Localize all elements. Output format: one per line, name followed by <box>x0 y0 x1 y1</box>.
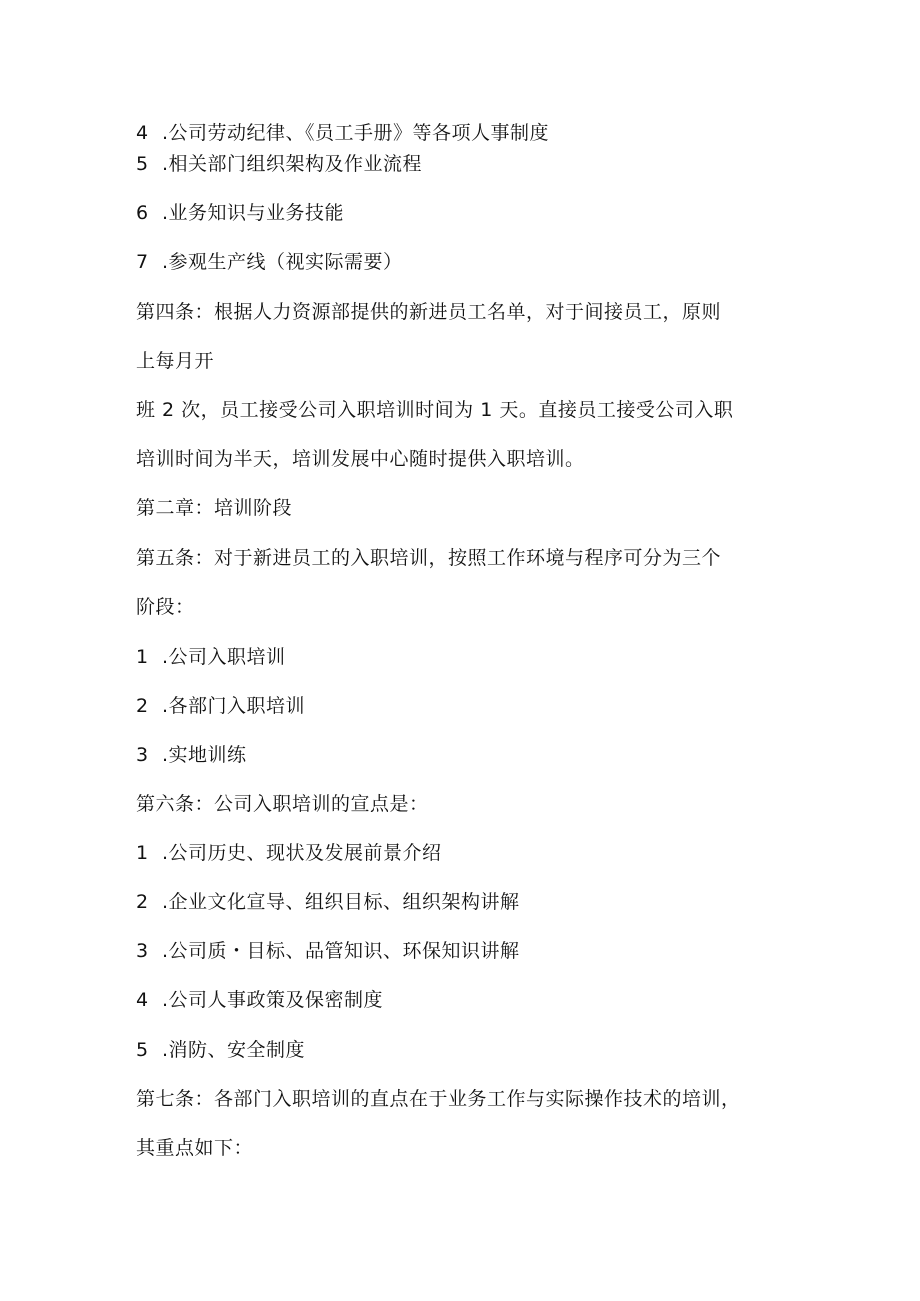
paragraph-line: 第四条：根据人力资源部提供的新进员工名单，对于间接员工，原则 <box>136 301 722 323</box>
paragraph-line: 第五条：对于新进员工的入职培训，按照工作环境与程序可分为三个 <box>136 547 722 569</box>
list-number: 2 <box>136 695 149 717</box>
list-item <box>136 1038 305 1062</box>
list-item <box>136 694 305 718</box>
paragraph-line: 班 2 次，员工接受公司入职培训时间为 1 天。直接员工接受公司入职 <box>136 399 734 421</box>
list-item <box>136 121 549 145</box>
list-text: .公司质・目标、品管知识、环保知识讲解 <box>162 940 520 962</box>
list-text: .各部门入职培训 <box>162 695 306 717</box>
list-number: 6 <box>136 202 149 224</box>
paragraph-line: 上每月开 <box>136 350 215 372</box>
paragraph-line: 阶段： <box>136 596 195 618</box>
list-item <box>136 250 403 274</box>
list-item <box>136 201 344 225</box>
list-number: 3 <box>136 940 149 962</box>
list-item <box>136 645 286 669</box>
list-text: .相关部门组织架构及作业流程 <box>162 153 423 175</box>
list-text: .消防、安全制度 <box>162 1039 306 1061</box>
list-number: 7 <box>136 251 149 273</box>
list-number: 5 <box>136 1039 149 1061</box>
list-text: .实地训练 <box>162 744 247 766</box>
list-item <box>136 743 247 767</box>
list-item <box>136 841 442 865</box>
list-text: .公司劳动纪律、《员工手册》等各项人事制度 <box>162 122 550 144</box>
list-item <box>136 890 520 914</box>
list-text: .参观生产线（视实际需要） <box>162 251 403 273</box>
list-text: .公司人事政策及保密制度 <box>162 989 384 1011</box>
list-number: 3 <box>136 744 149 766</box>
list-number: 2 <box>136 891 149 913</box>
paragraph-line: 其重点如下： <box>136 1137 254 1159</box>
list-text: .公司入职培训 <box>162 646 286 668</box>
list-item <box>136 152 422 176</box>
list-text: .业务知识与业务技能 <box>162 202 345 224</box>
list-text: .企业文化宣导、组织目标、组织架构讲解 <box>162 891 520 913</box>
list-number: 1 <box>136 842 149 864</box>
list-number: 4 <box>136 122 149 144</box>
list-number: 4 <box>136 989 149 1011</box>
chapter-heading: 第二章：培训阶段 <box>136 497 293 519</box>
paragraph-line: 培训时间为半天，培训发展中心随时提供入职培训。 <box>136 448 585 470</box>
paragraph-line: 第七条：各部门入职培训的直点在于业务工作与实际操作技术的培训， <box>136 1088 741 1110</box>
list-number: 1 <box>136 646 149 668</box>
list-text: .公司历史、现状及发展前景介绍 <box>162 842 442 864</box>
list-item <box>136 988 383 1012</box>
list-number: 5 <box>136 153 149 175</box>
list-item <box>136 939 520 963</box>
paragraph-line: 第六条：公司入职培训的宣点是： <box>136 793 429 815</box>
